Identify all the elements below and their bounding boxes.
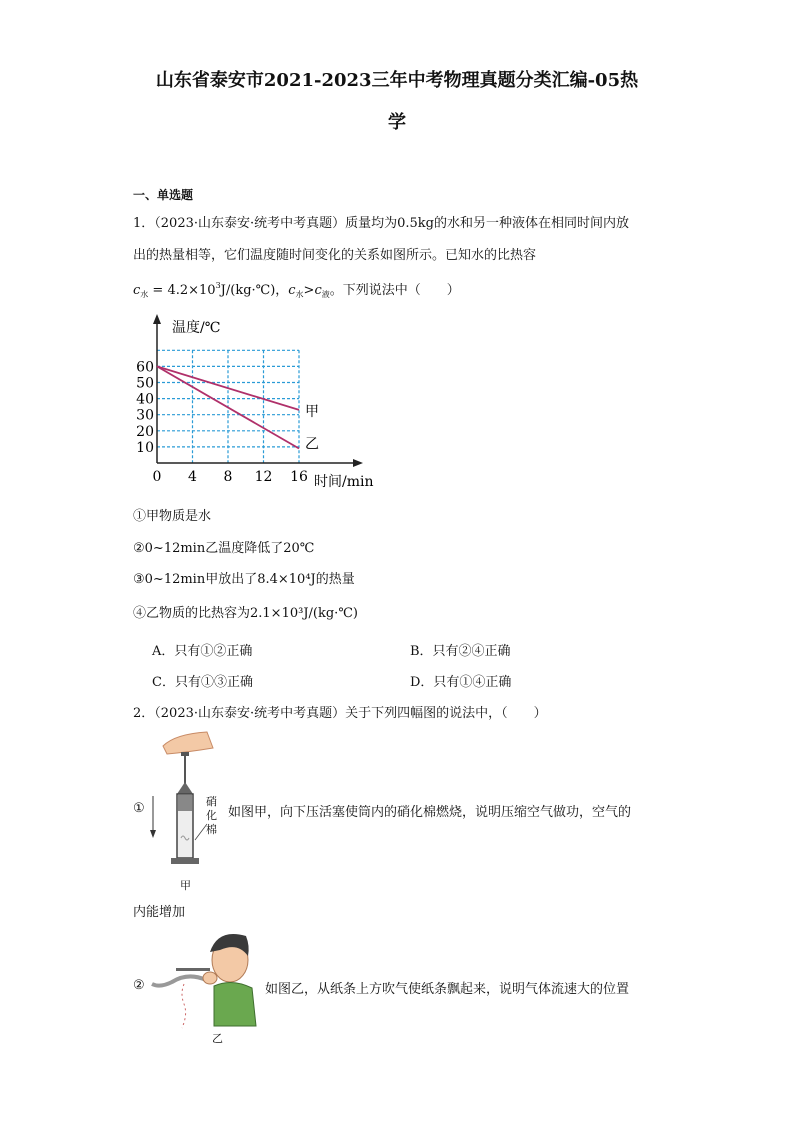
x-axis-arrow-icon — [353, 459, 363, 467]
formula-c-water: $c_水$ = $4.2\times 10^3J/(kg\cdot℃)$，$c_水>c_液$ — [133, 281, 330, 299]
q1-option-c[interactable]: C．只有①③正确 — [152, 675, 253, 690]
q2-item2-number: ② — [133, 978, 145, 993]
q1-line3-tail: 。下列说法中（ ） — [329, 283, 460, 298]
q1-option-a[interactable]: A．只有①②正确 — [152, 644, 253, 659]
y-tick-label: 60 — [136, 359, 154, 376]
series-label: 甲 — [305, 403, 319, 420]
y-tick-label: 40 — [136, 391, 154, 408]
y-tick-label: 10 — [136, 439, 154, 456]
q1-line2: 出的热量相等，它们温度随时间变化的关系如图所示。已知水的比热容 — [133, 248, 537, 263]
q1-statement-2: ②0~12min乙温度降低了20℃ — [133, 541, 315, 556]
page-title-line1: 山东省泰安市2021-2023三年中考物理真题分类汇编-05热 — [155, 70, 639, 91]
dotted-trace — [182, 984, 186, 1028]
x-tick-label: 8 — [223, 469, 233, 485]
q2-item1-text: 如图甲，向下压活塞使筒内的硝化棉燃烧，说明压缩空气做功，空气的 — [228, 805, 632, 820]
boy-shirt-icon — [214, 982, 256, 1026]
chart-series — [157, 366, 319, 452]
x-tick-label: 16 — [290, 469, 308, 485]
q2-item1-number: ① — [133, 801, 145, 816]
temperature-time-chart — [128, 312, 388, 492]
y-tick-label: 30 — [136, 407, 154, 424]
chart-ticks — [136, 359, 308, 485]
q1-statement-4: ④乙物质的比热容为2.1×10³J/(kg·℃) — [133, 606, 358, 621]
q1-formula-line — [133, 279, 460, 300]
fig1-side-label: 硝 化 棉 — [206, 795, 217, 836]
hand-icon — [163, 732, 213, 754]
y-axis-arrow-icon — [153, 314, 161, 324]
x-axis-label: 时间/min — [314, 474, 374, 490]
piston-handle — [181, 752, 189, 756]
q1-line1: 1．（2023·山东泰安·统考中考真题）质量均为0.5kg的水和另一种液体在相同时间内放 — [133, 216, 629, 231]
page-title-line2: 学 — [388, 112, 406, 133]
x-tick-label: 0 — [152, 469, 162, 485]
q2-item2-text: 如图乙，从纸条上方吹气使纸条飘起来，说明气体流速大的位置 — [265, 982, 630, 997]
chart-axes — [153, 314, 363, 467]
y-tick-label: 20 — [136, 423, 154, 440]
fig1-label: 甲 — [180, 879, 191, 892]
q2-item1-continued: 内能增加 — [133, 905, 186, 920]
piston-plug — [178, 795, 192, 811]
q1-option-d[interactable]: D．只有①④正确 — [410, 675, 512, 690]
paper-holder — [176, 968, 210, 971]
piston-head — [177, 782, 193, 794]
q1-option-b[interactable]: B．只有②④正确 — [410, 644, 511, 659]
blowing-paper-figure — [148, 926, 260, 1034]
fig2-label: 乙 — [212, 1032, 223, 1045]
hands-icon — [203, 972, 217, 984]
q1-statement-1: ①甲物质是水 — [133, 509, 212, 524]
y-tick-label: 50 — [136, 375, 154, 392]
x-tick-label: 12 — [254, 469, 273, 485]
section-heading: 一、单选题 — [133, 188, 194, 202]
series-label: 乙 — [305, 436, 319, 453]
q1-statement-3: ③0~12min甲放出了8.4×10⁴J的热量 — [133, 572, 355, 587]
q2-line1: 2．（2023·山东泰安·统考中考真题）关于下列四幅图的说法中，（ ） — [133, 706, 547, 721]
y-axis-label: 温度/℃ — [172, 320, 221, 336]
paper-strip-icon — [152, 976, 206, 985]
x-tick-label: 4 — [188, 469, 197, 485]
cylinder-base — [171, 858, 199, 864]
